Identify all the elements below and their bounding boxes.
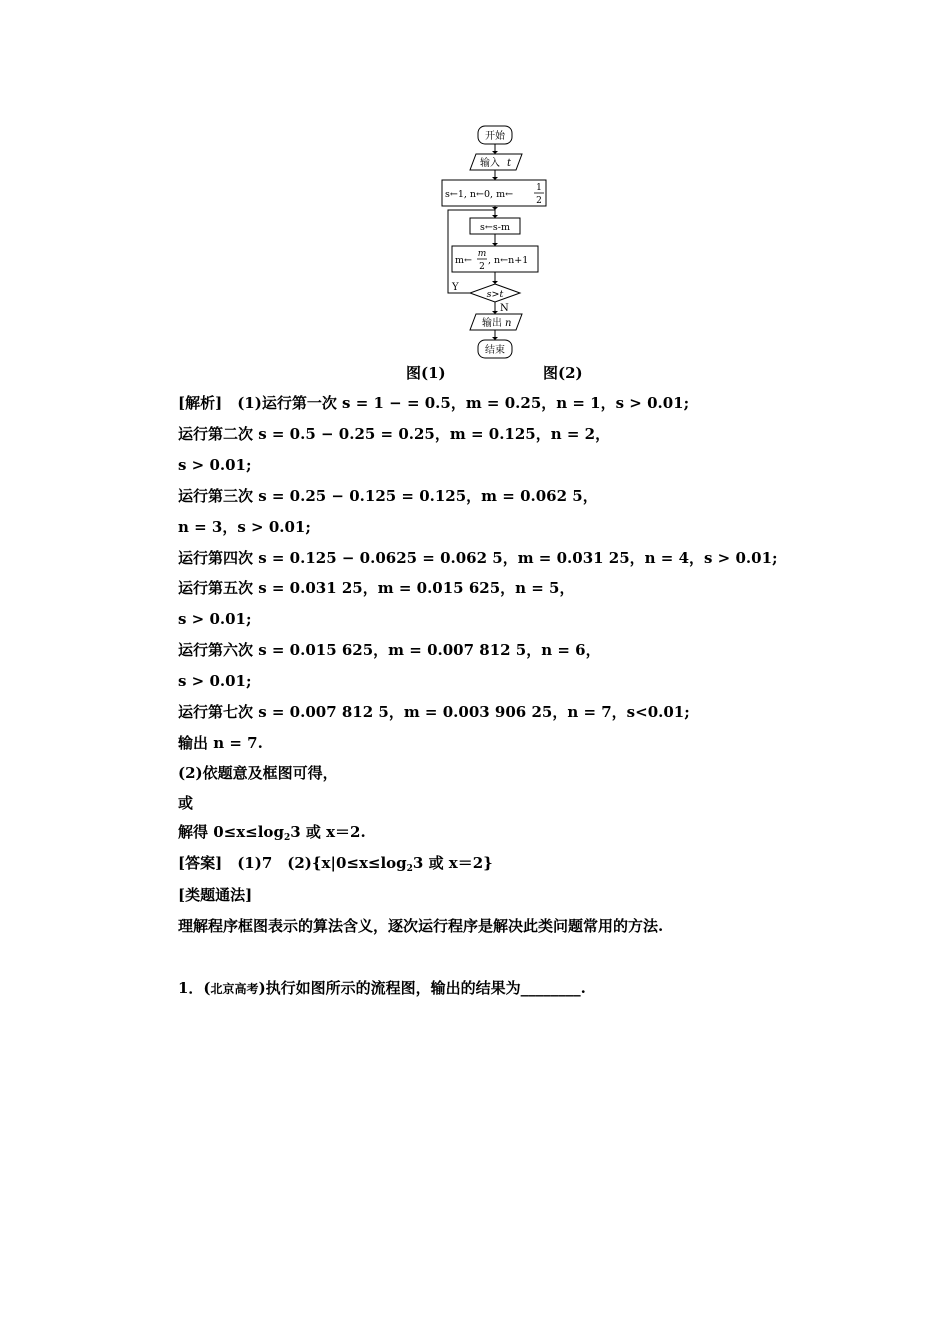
flow-init-frac-den: 2 bbox=[536, 196, 542, 206]
solution-line-1: [解析] (1)运行第一次 s = 1 − = 0.5，m = 0.25，n = 1，s > 0.01; bbox=[178, 394, 690, 412]
solution-line-8: s > 0.01; bbox=[178, 610, 252, 628]
flow-cond: s>t bbox=[486, 289, 504, 300]
flow-output-var: n bbox=[505, 318, 512, 329]
question-1: 1．(北京高考)执行如图所示的流程图，输出的结果为________. bbox=[178, 979, 586, 997]
flow-step2-b: , n←n+1 bbox=[488, 255, 529, 266]
method-text: 理解程序框图表示的算法含义，逐次运行程序是解决此类问题常用的方法. bbox=[178, 917, 664, 935]
flow-step2-den: 2 bbox=[479, 262, 485, 272]
flow-step1: s←s-m bbox=[480, 222, 510, 233]
flowchart bbox=[430, 118, 570, 363]
solution-line-14: 或 bbox=[178, 794, 194, 812]
solution-line-4: 运行第三次 s = 0.25 − 0.125 = 0.125，m = 0.062 5， bbox=[178, 487, 598, 505]
flow-end: 结束 bbox=[485, 345, 505, 356]
solution-line-7: 运行第五次 s = 0.031 25，m = 0.015 625，n = 5， bbox=[178, 579, 575, 597]
solution-line-15: 解得 $0\le x\le\log_23$ 或 x＝2. bbox=[178, 823, 366, 843]
flow-init: s←1, n←0, m← bbox=[445, 189, 514, 200]
solution-line-10: s > 0.01; bbox=[178, 672, 252, 690]
answer-line: [答案] (1)7 $(2)\{x|0\le x\le\log_23$ 或 x＝2} bbox=[178, 854, 493, 874]
solution-line-11: 运行第七次 s = 0.007 812 5，m = 0.003 906 25，n = 7，s<0.01; bbox=[178, 703, 690, 721]
caption-fig1: 图(1) bbox=[406, 364, 446, 382]
method-heading: [类题通法] bbox=[178, 886, 253, 904]
flow-input-var: t bbox=[507, 158, 512, 169]
question-source: 北京高考 bbox=[210, 982, 259, 996]
flow-step2-a: m← bbox=[455, 255, 472, 266]
solution-line-5: n = 3，s > 0.01; bbox=[178, 518, 311, 536]
solution-line-2: 运行第二次 s = 0.5 − 0.25 = 0.25，m = 0.125，n = 2， bbox=[178, 425, 611, 443]
flow-step2-num: m bbox=[477, 249, 487, 259]
solution-line-12: 输出 n = 7. bbox=[178, 734, 263, 752]
caption-fig2: 图(2) bbox=[543, 364, 583, 382]
solution-line-6: 运行第四次 s = 0.125 − 0.0625 = 0.062 5，m = 0.031 25，n = 4，s > 0.01; bbox=[178, 549, 778, 567]
flow-output: 输出 bbox=[482, 318, 502, 329]
flow-init-frac-num: 1 bbox=[536, 183, 542, 193]
solution-line-13: (2)依题意及框图可得， bbox=[178, 764, 338, 782]
flow-start: 开始 bbox=[485, 131, 505, 142]
flow-input: 输入 bbox=[480, 158, 500, 169]
flow-yes: Y bbox=[452, 282, 459, 293]
solution-line-9: 运行第六次 s = 0.015 625，m = 0.007 812 5，n = 6， bbox=[178, 641, 601, 659]
flow-no: N bbox=[500, 303, 509, 314]
solution-line-3: s > 0.01; bbox=[178, 456, 252, 474]
